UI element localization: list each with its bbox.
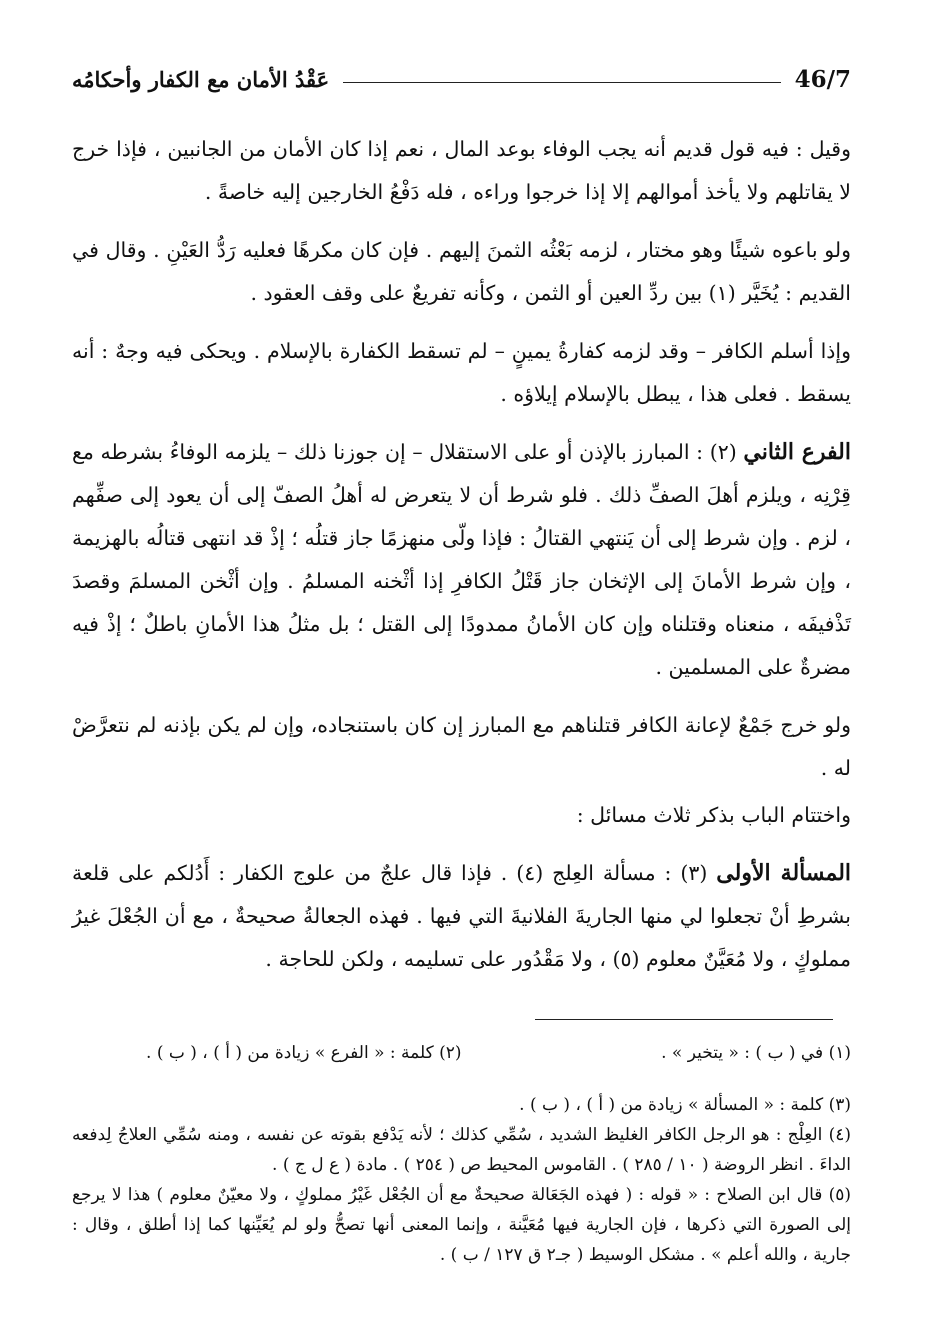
footnote-3: (٣) كلمة : « المسألة » زيادة من ( أ ) ، ( ب ) . bbox=[519, 1095, 851, 1115]
paragraph: واختتام الباب بذكر ثلاث مسائل : bbox=[576, 803, 851, 827]
running-header bbox=[72, 62, 851, 96]
paragraph-text: (٢) : المبارز بالإذن أو على الاستقلال – إن جوزنا ذلك – يلزمه الوفاءُ بشرطه مع قِرْنِه ، ويلزم أهلَ الصفِّ ذلك . فلو شرط أن لا يتعرض له أهلُ الصفّ إلى أن يعود إلى صفِّهم ، لزم . وإن شرط إلى أن يَنتهي القتالُ : فإذا ولّى منهزمًا جاز قتلُه ؛ إذْ قد انتهى قتالُه بالهزيمة ، وإن شرط الأمانَ إلى الإثخان جاز قَتْلُ الكافرِ إذا أثْخنه المسلمُ . وإن أثْخن المسلمَ وقصدَ تَذْفيفَه ، منعناه وقتلناه وإن كان الأمانُ ممدودًا إلى القتل ؛ بل مثلُ هذا الأمانِ باطلٌ ؛ إذْ فيه مضرةٌ على المسلمين . bbox=[72, 440, 851, 679]
section-heading: المسألة الأولى bbox=[716, 860, 852, 886]
header-rule bbox=[343, 82, 780, 83]
chapter-title: عَقْدُ الأمان مع الكفار وأحكامُه bbox=[72, 66, 330, 92]
paragraph-text: (٣) : مسألة العِلج (٤) . فإذا قال علجٌ من علوج الكفار : أَدُلكم على قلعة بشرطِ أنْ تجعلوا لي منها الجاريةَ الفلانيةَ التي فيها . فهذه الجعالةُ صحيحةٌ ، مع أن الجُعْلَ غيرُ مملوكٍ ، ولا مُعَيَّنٌ معلوم (٥) ، ولا مَقْدُور على تسليمه ، ولكن للحاجة . bbox=[72, 861, 851, 971]
paragraph: وإذا أسلم الكافر – وقد لزمه كفارةُ يمينٍ – لم تسقط الكفارة بالإسلام . ويحكى فيه وجهٌ : أنه يسقط . فعلى هذا ، يبطل بالإسلام إيلاؤه . bbox=[72, 339, 851, 406]
paragraph: وقيل : فيه قول قديم أنه يجب الوفاء بوعد المال ، نعم إذا كان الأمان من الجانبين ، فإذا خرج لا يقاتلهم ولا يأخذ أموالهم إلا إذا خرجوا وراءه ، فله دَفْعُ الخارجين إليه خاصةً . bbox=[72, 137, 851, 204]
footnote-separator bbox=[535, 1019, 833, 1020]
footnotes bbox=[72, 1038, 851, 1270]
section-heading: الفرع الثاني bbox=[743, 439, 851, 465]
footnote-1: (١) في ( ب ) : « يتخير » . bbox=[661, 1043, 851, 1063]
footnote-2: (٢) كلمة : « الفرع » زيادة من ( أ ) ، ( ب ) . bbox=[146, 1043, 462, 1063]
footnote-5: (٥) قال ابن الصلاح : « قوله : ( فهذه الجَعَالة صحيحةٌ مع أن الجُعْل غَيْرُ مملوكٍ ، ولا معيّنٌ معلوم ) هذا لا يرجع إلى الصورة التي ذكرها ، فإن الجارية فيها مُعَيَّنة ، وإنما المعنى أنها تصحُّ ولو لم يُعَيِّنها كما إذا أطلق ، وقال : جارية ، والله أعلم » . مشكل الوسيط ( جـ٢ ق ١٢٧ / ب ) . bbox=[72, 1185, 851, 1265]
page-number: 46/7 bbox=[794, 65, 851, 93]
main-text bbox=[72, 128, 851, 996]
paragraph: ولو باعوه شيئًا وهو مختار ، لزمه بَعْثُه الثمنَ إليهم . فإن كان مكرهًا فعليه رَدُّ العَيْنِ . وقال في القديم : يُخَيَّر (١) بين ردِّ العين أو الثمن ، وكأنه تفريعٌ على وقف العقود . bbox=[72, 238, 851, 305]
footnote-row bbox=[72, 1038, 851, 1068]
paragraph bbox=[72, 852, 851, 981]
footnote-4: (٤) العِلْج : هو الرجل الكافر الغليظ الشديد ، سُمِّي كذلك ؛ لأنه يَدْفع بقوته عن نفسه ، ومنه سُمِّي العلاجُ لِدفعه الداءَ . انظر الروضة ( ١٠ / ٢٨٥ ) . القاموس المحيط ص ( ٢٥٤ ) . مادة ( ع ل ج ) . bbox=[72, 1125, 851, 1175]
paragraph bbox=[72, 431, 851, 689]
paragraph: ولو خرج جَمْعٌ لإعانة الكافر قتلناهم مع المبارز إن كان باستنجاده، وإن لم يكن بإذنه لم نتعرَّضْ له . bbox=[72, 713, 851, 780]
